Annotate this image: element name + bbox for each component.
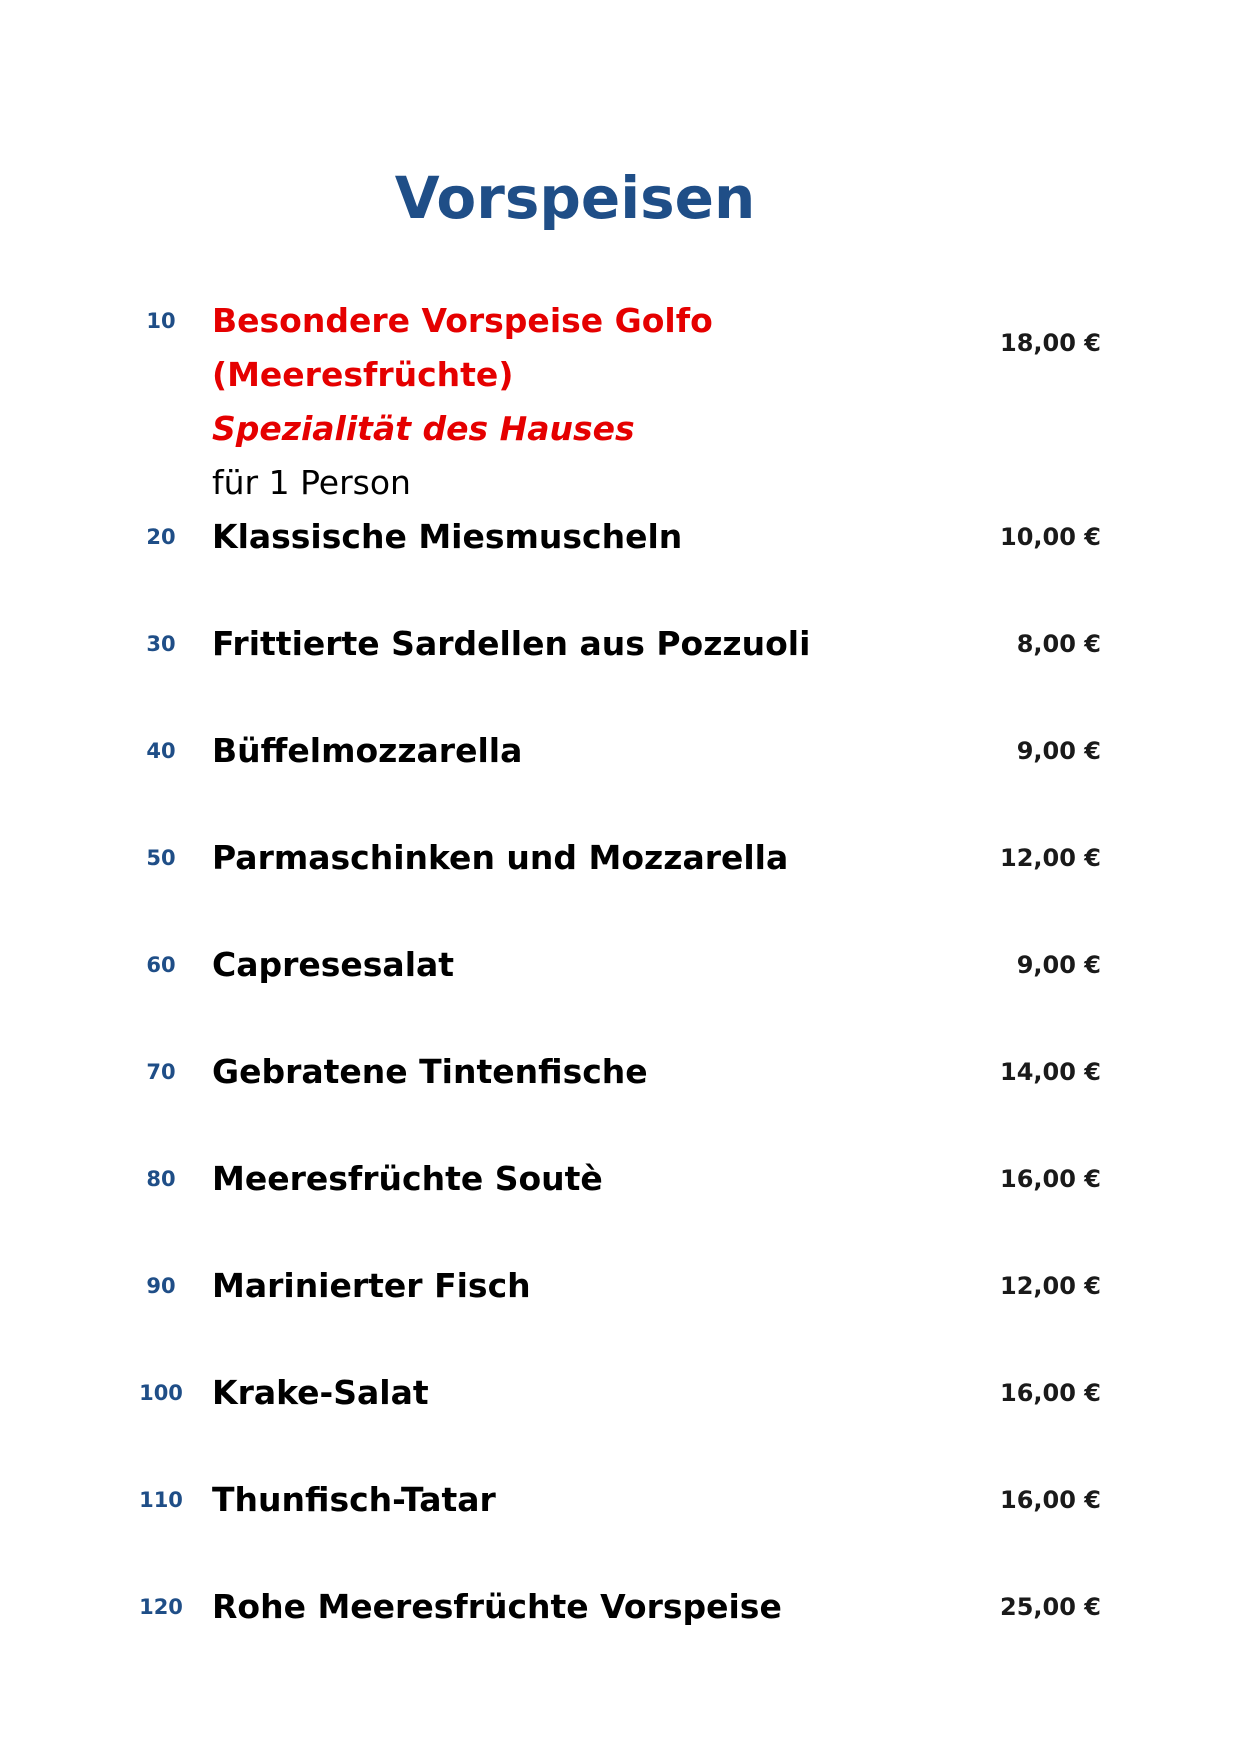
item-number: 40 — [146, 739, 176, 763]
item-number: 30 — [146, 632, 176, 656]
menu-item — [0, 1045, 1241, 1099]
item-price: 25,00 € — [1000, 1593, 1101, 1621]
item-number: 70 — [146, 1060, 176, 1084]
item-price: 10,00 € — [1000, 523, 1101, 551]
item-price: 16,00 € — [1000, 1165, 1101, 1193]
item-price: 14,00 € — [1000, 1058, 1101, 1086]
item-price: 16,00 € — [1000, 1486, 1101, 1514]
page-title: Vorspeisen — [394, 164, 756, 232]
menu-item — [0, 510, 1241, 564]
menu-item — [0, 1259, 1241, 1313]
item-number: 20 — [146, 525, 176, 549]
menu-item — [0, 1473, 1241, 1527]
item-price: 18,00 € — [1000, 329, 1101, 357]
menu-item-featured — [0, 294, 1241, 357]
menu-item — [0, 724, 1241, 778]
item-number: 90 — [146, 1274, 176, 1298]
menu-item — [0, 617, 1241, 671]
item-price: 9,00 € — [1016, 951, 1101, 979]
menu-item — [0, 1152, 1241, 1206]
menu-item — [0, 831, 1241, 885]
item-price: 12,00 € — [1000, 844, 1101, 872]
item-name: Parmaschinken und Mozzarella — [212, 838, 789, 877]
item-number: 80 — [146, 1167, 176, 1191]
item-name-line2: (Meeresfrüchte) — [212, 355, 514, 394]
item-price: 8,00 € — [1016, 630, 1101, 658]
item-name: Besondere Vorspeise Golfo — [212, 301, 713, 340]
item-name: Büffelmozzarella — [212, 731, 523, 770]
item-name: Thunfisch-Tatar — [212, 1480, 496, 1519]
item-name: Marinierter Fisch — [212, 1266, 531, 1305]
item-number: 100 — [139, 1381, 183, 1405]
item-name: Frittierte Sardellen aus Pozzuoli — [212, 624, 811, 663]
menu-item — [0, 938, 1241, 992]
item-number: 10 — [146, 309, 176, 333]
item-name: Capresesalat — [212, 945, 455, 984]
item-name: Gebratene Tintenfische — [212, 1052, 648, 1091]
menu-item — [0, 1580, 1241, 1634]
specialty-note: Spezialität des Hauses — [212, 409, 635, 448]
item-number: 120 — [139, 1595, 183, 1619]
item-number: 60 — [146, 953, 176, 977]
item-price: 12,00 € — [1000, 1272, 1101, 1300]
portion-note: für 1 Person — [212, 463, 411, 502]
item-name: Krake-Salat — [212, 1373, 429, 1412]
item-number: 50 — [146, 846, 176, 870]
item-price: 9,00 € — [1016, 737, 1101, 765]
item-name: Rohe Meeresfrüchte Vorspeise — [212, 1587, 782, 1626]
item-price: 16,00 € — [1000, 1379, 1101, 1407]
menu-item — [0, 1366, 1241, 1420]
item-name: Klassische Miesmuscheln — [212, 517, 683, 556]
item-number: 110 — [139, 1488, 183, 1512]
item-name: Meeresfrüchte Soutè — [212, 1159, 603, 1198]
